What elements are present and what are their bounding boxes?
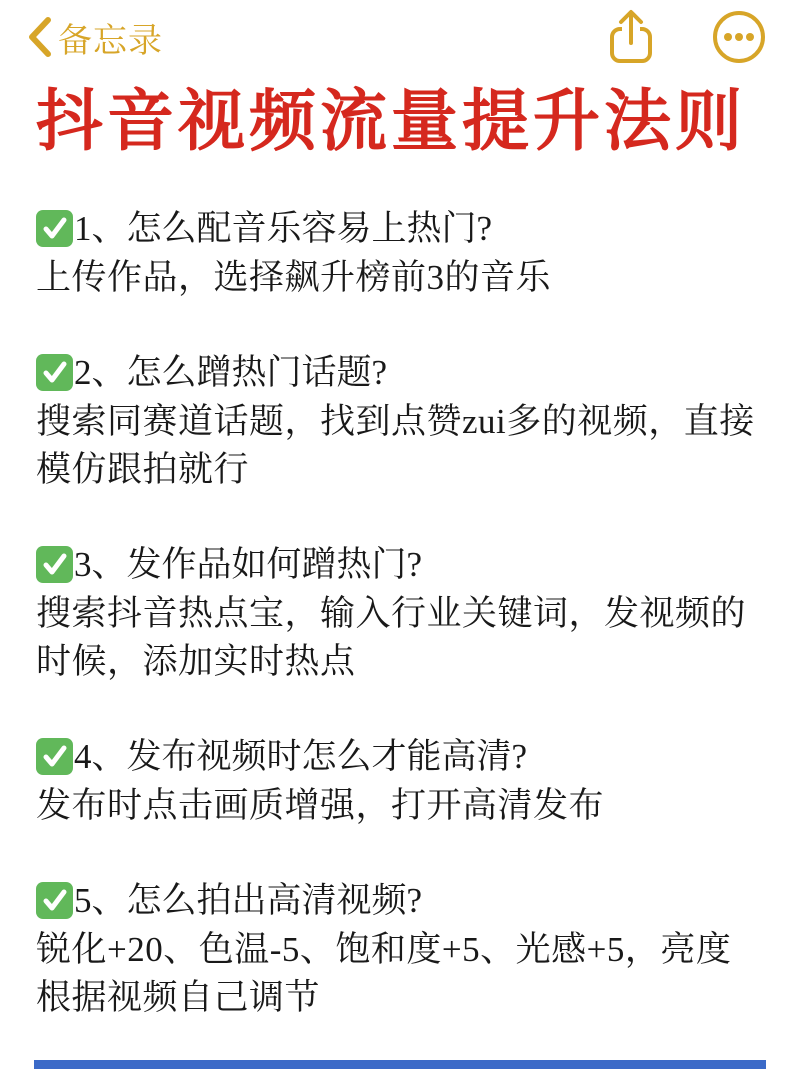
green-check-icon <box>36 354 73 391</box>
question-text: 怎么蹭热门话题? <box>126 352 388 392</box>
qa-section <box>36 540 764 686</box>
note-title: 抖音视频流量提升法则 <box>36 84 746 159</box>
more-ellipsis-icon[interactable] <box>712 10 766 64</box>
sections <box>36 204 764 1022</box>
green-check-icon <box>36 882 73 919</box>
question-number: 3、 <box>74 544 127 584</box>
question-number: 5、 <box>74 880 127 920</box>
question-line <box>36 876 764 926</box>
back-chevron-icon <box>26 16 52 58</box>
navbar-actions <box>608 9 766 65</box>
share-icon[interactable] <box>608 9 654 65</box>
question-text: 怎么配音乐容易上热门? <box>126 208 493 248</box>
qa-section <box>36 348 764 494</box>
answer-text: 上传作品，选择飙升榜前3的音乐 <box>36 257 552 297</box>
answer-text: 搜索同赛道话题，找到点赞zui多的视频，直接模仿跟拍就行 <box>36 401 755 489</box>
navigation-bar <box>0 0 800 62</box>
answer-text: 搜索抖音热点宝，输入行业关键词，发视频的时候，添加实时热点 <box>36 593 747 681</box>
answer-text: 锐化+20、色温-5、饱和度+5、光感+5，亮度根据视频自己调节 <box>36 929 732 1017</box>
bottom-blue-bar <box>34 1060 766 1069</box>
question-text: 发布视频时怎么才能高清? <box>126 736 528 776</box>
question-number: 1、 <box>74 208 127 248</box>
question-line <box>36 540 764 590</box>
answer-text: 发布时点击画质增强，打开高清发布 <box>36 785 605 825</box>
green-check-icon <box>36 738 73 775</box>
qa-section <box>36 204 764 302</box>
question-text: 发作品如何蹭热门? <box>126 544 423 584</box>
question-line <box>36 732 764 782</box>
question-line <box>36 204 764 254</box>
qa-section <box>36 732 764 830</box>
back-button-label: 备忘录 <box>58 21 163 60</box>
green-check-icon <box>36 546 73 583</box>
green-check-icon <box>36 210 73 247</box>
question-text: 怎么拍出高清视频? <box>126 880 423 920</box>
question-line <box>36 348 764 398</box>
note-body[interactable] <box>0 80 800 1022</box>
question-number: 4、 <box>74 736 127 776</box>
question-number: 2、 <box>74 352 127 392</box>
qa-section <box>36 876 764 1022</box>
back-button[interactable] <box>26 13 163 62</box>
